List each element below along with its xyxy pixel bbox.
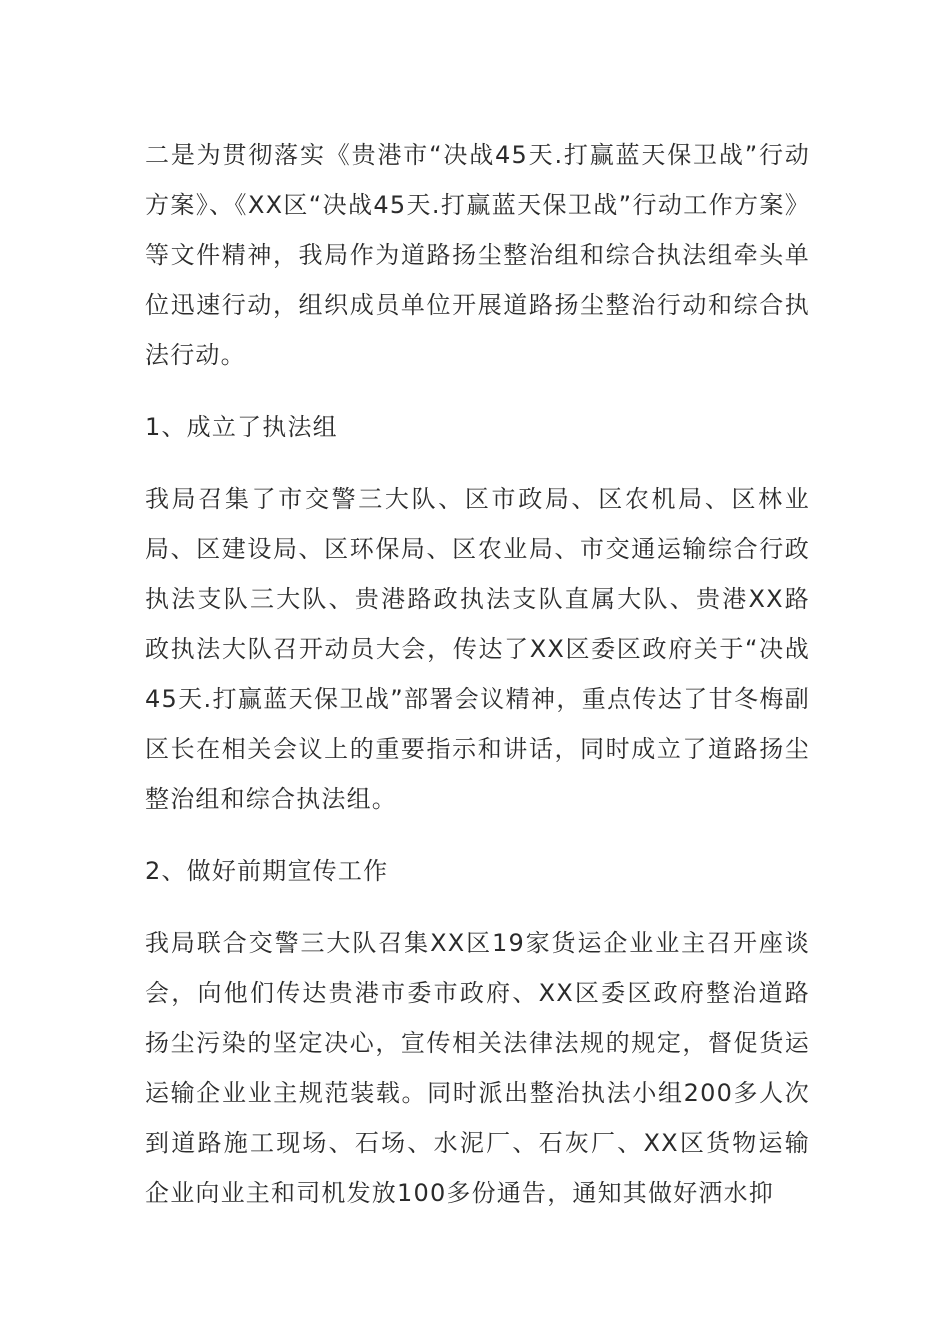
spacer [145,452,810,474]
paragraph-intro: 二是为贯彻落实《贵港市“决战45天.打赢蓝天保卫战”行动方案》、《XX区“决战45天.打赢蓝天保卫战”行动工作方案》等文件精神，我局作为道路扬尘整治组和综合执法组牵头单位迅速行动，组织成员单位开展道路扬尘整治行动和综合执法行动。 [145,141,810,369]
section-heading-1: 1、成立了执法组 [145,413,338,441]
document-body [145,130,810,1218]
spacer [145,896,810,918]
paragraph-section-1: 我局召集了市交警三大队、区市政局、区农机局、区林业局、区建设局、区环保局、区农业局、市交通运输综合行政执法支队三大队、贵港路政执法支队直属大队、贵港XX路政执法大队召开动员大会，传达了XX区委区政府关于“决战45天.打赢蓝天保卫战”部署会议精神，重点传达了甘冬梅副区长在相关会议上的重要指示和讲话，同时成立了道路扬尘整治组和综合执法组。 [145,485,810,813]
spacer [145,824,810,846]
section-heading-2: 2、做好前期宣传工作 [145,857,389,885]
paragraph-section-2: 我局联合交警三大队召集XX区19家货运企业业主召开座谈会，向他们传达贵港市委市政府、XX区委区政府整治道路扬尘污染的坚定决心，宣传相关法律法规的规定，督促货运运输企业业主规范装载。同时派出整治执法小组200多人次到道路施工现场、石场、水泥厂、石灰厂、XX区货物运输企业向业主和司机发放100多份通告，通知其做好洒水抑 [145,929,810,1207]
spacer [145,380,810,402]
